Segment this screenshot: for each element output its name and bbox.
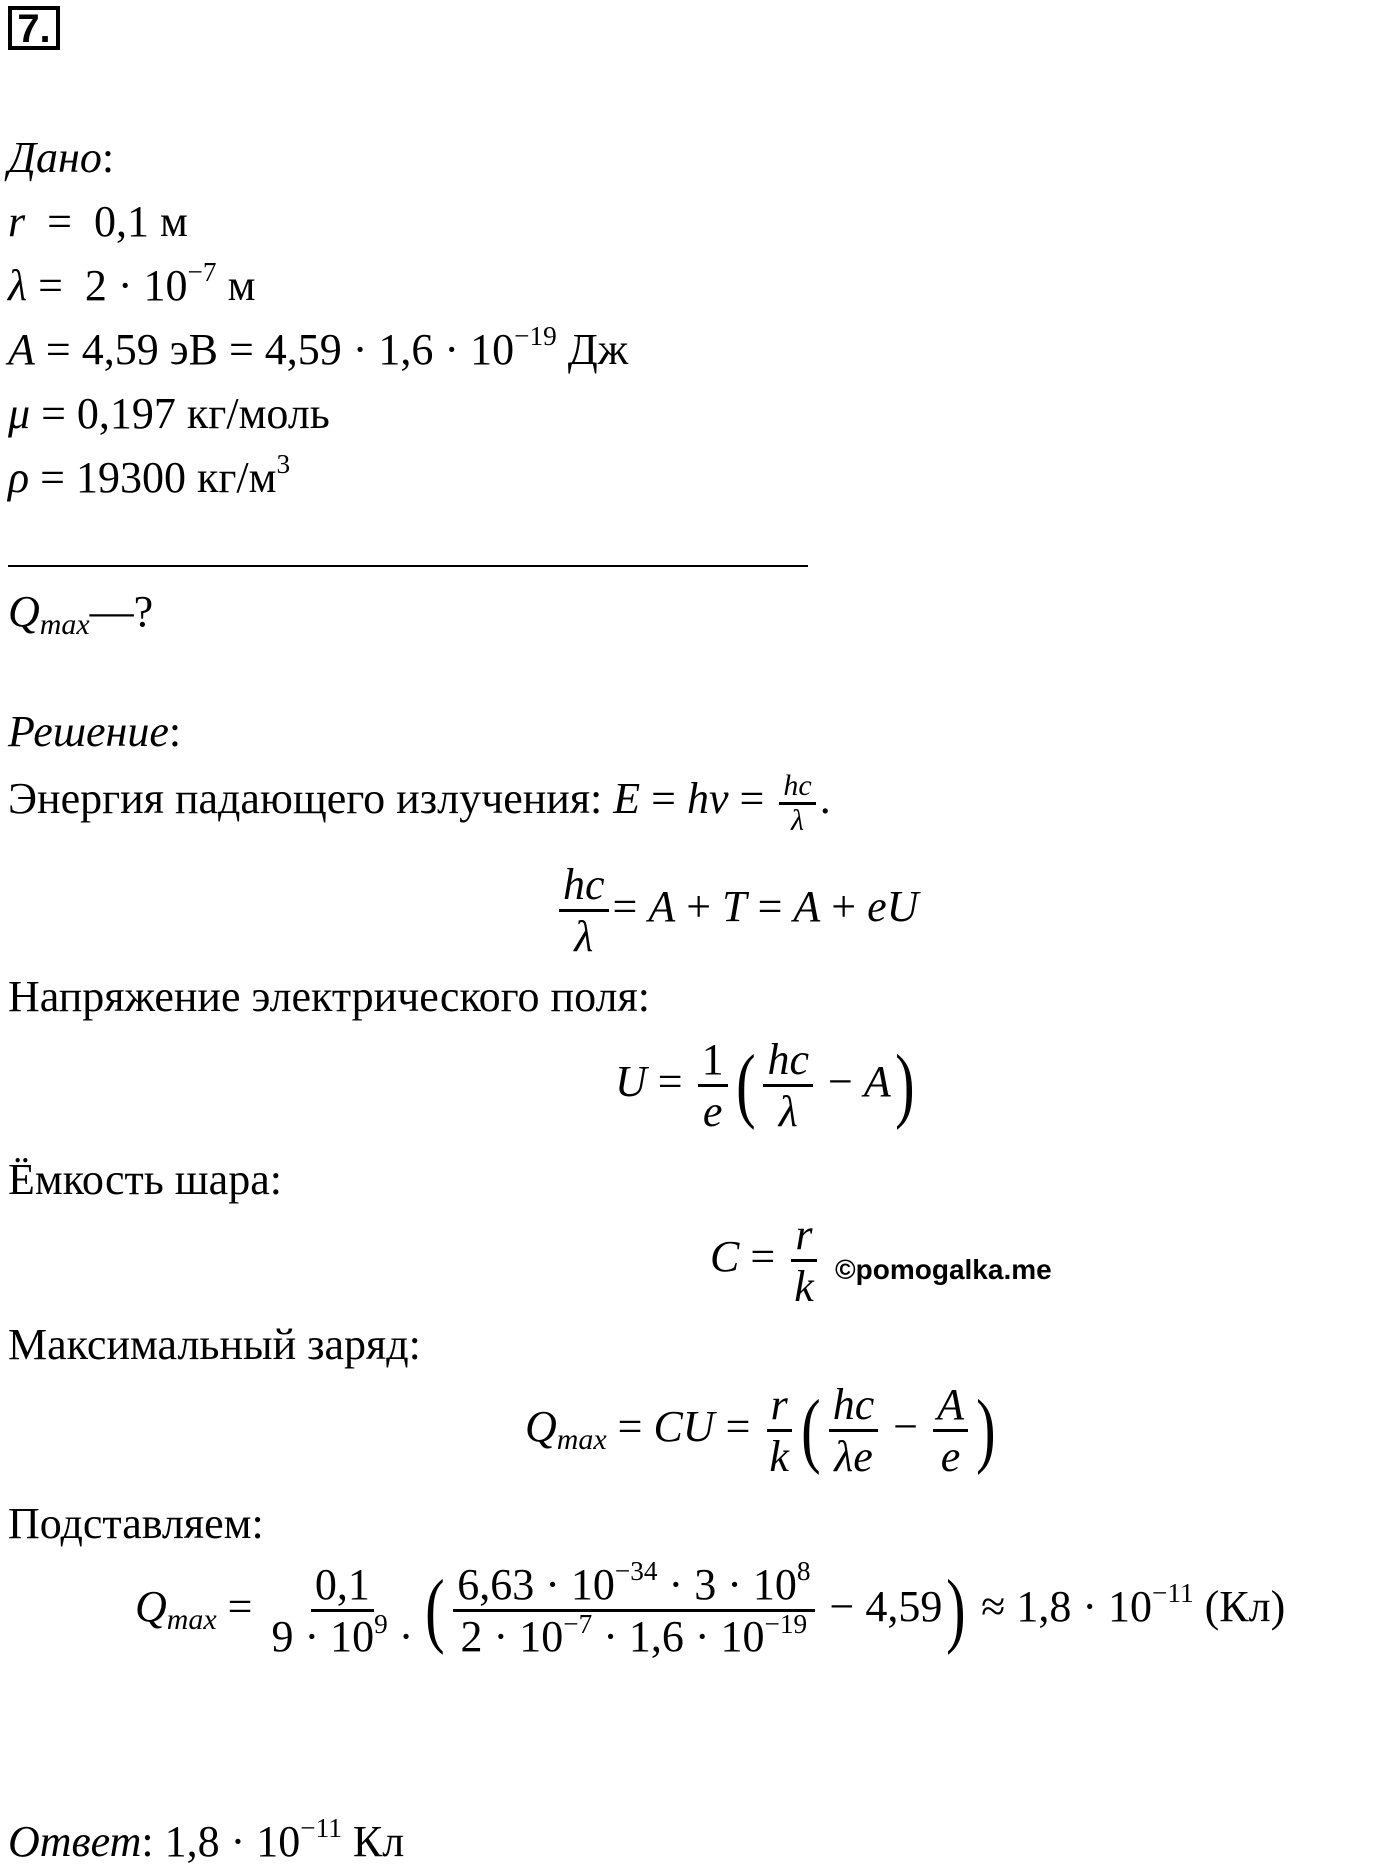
formula-voltage: U = $\frac{1}{e}$ ( $\frac{hc}{\lambda}$ − A) <box>615 1035 915 1137</box>
given-divider <box>8 565 808 567</box>
given-heading: Дано: <box>8 133 115 182</box>
given-lambda: $\lambda = 2 \cdot 10^{-7}$ м <box>8 257 256 310</box>
energy-line: Энергия падающего излучения: E = hν = $\frac{hc}{\lambda}$ . <box>8 769 831 837</box>
capacity-label: Ёмкость шара: <box>8 1155 282 1204</box>
problem-number: 7. <box>8 6 60 50</box>
given-mu: μ = 0,197 кг/моль <box>8 389 330 438</box>
charge-label: Максимальный заряд: <box>8 1320 421 1369</box>
answer: Ответ: $1,8 \cdot 10^{-11}$ Кл <box>8 1813 405 1866</box>
given-A: A = 4,59 эВ = $4,59 \cdot 1,6 \cdot 10^{-19}$ Дж <box>8 321 629 374</box>
given-r: r = 0,1 м <box>8 197 188 246</box>
solution-heading: Решение: <box>8 707 182 756</box>
watermark: ©pomogalka.me <box>835 1254 1052 1285</box>
given-rho: ρ = 19300 $кг/м^3$ <box>8 449 291 502</box>
formula-substitution: Qmax = $\frac{0,1}{9 \cdot 10^9 \cdot}$ ( $\frac{6,63 \cdot 10^{-34} \cdot 3 \cdot 10^8}{2 \cdot 10^{-7} \cdot 1,6 \cdot 10^{-19}}$ − $4,59) \approx 1,8 \cdot 10^{-11}$ (Кл) <box>135 1556 1286 1662</box>
formula-capacity: C = $\frac{r}{k}$ <box>710 1210 822 1312</box>
find-quantity: Qmax—? <box>8 587 154 642</box>
formula-max-charge: Qmax = CU = $\frac{r}{k}$ ( $\frac{hc}{\lambda e}$ − $\frac{A}{e}$ ) <box>525 1380 996 1482</box>
substitute-label: Подставляем: <box>8 1499 264 1548</box>
voltage-label: Напряжение электрического поля: <box>8 972 650 1021</box>
formula-energy-balance: $\frac{hc}{\lambda}$ = A + T = A + eU <box>555 860 918 962</box>
